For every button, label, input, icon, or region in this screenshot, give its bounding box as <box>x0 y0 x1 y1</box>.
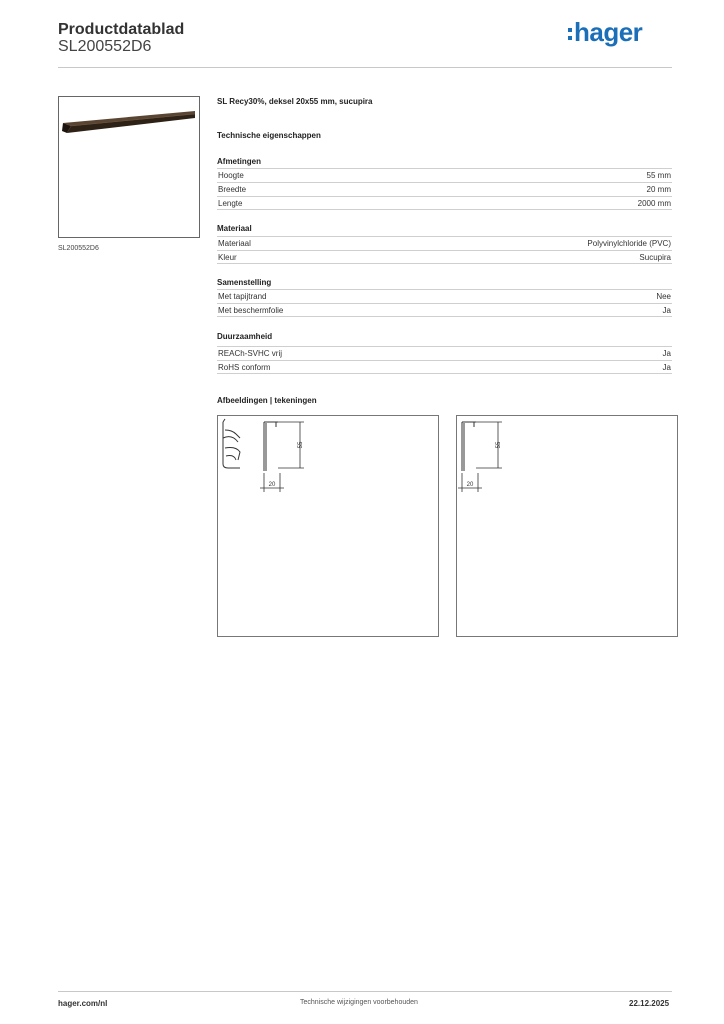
drawing-frame-2 <box>456 415 678 637</box>
cable-duct-cover-image <box>59 97 199 237</box>
spec-row <box>217 168 672 182</box>
footer-date: 22.12.2025 <box>629 999 670 1008</box>
spec-label: Lengte <box>218 199 243 208</box>
technical-drawing-2 <box>457 416 677 636</box>
logo-dots-icon <box>568 28 572 40</box>
height-dim-label: 55 <box>298 441 304 449</box>
spec-label: Hoogte <box>218 171 244 180</box>
spec-value: Polyvinylchloride (PVC) <box>587 239 671 248</box>
spec-value: Nee <box>656 292 671 301</box>
hager-logo <box>568 18 642 46</box>
width-dim-label: 20 <box>268 482 276 488</box>
header-divider <box>58 67 672 68</box>
section-title-dimensions: Afmetingen <box>217 157 261 166</box>
section-title-material: Materiaal <box>217 224 252 233</box>
product-image <box>58 96 200 238</box>
page-title: Productdatablad <box>58 21 185 38</box>
logo-wordmark: hager <box>574 17 643 47</box>
height-dim-label: 55 <box>496 441 502 449</box>
spec-value: Ja <box>662 349 671 358</box>
spec-row <box>217 346 672 360</box>
spec-label: Materiaal <box>218 239 251 248</box>
article-number: SL200552D6 <box>58 38 152 55</box>
spec-label: REACh-SVHC vrij <box>218 349 283 358</box>
footer-website-link[interactable]: hager.com/nl <box>58 999 108 1008</box>
width-dim-label: 20 <box>466 482 474 488</box>
spec-row <box>217 360 672 374</box>
drawings-heading: Afbeeldingen | tekeningen <box>217 396 317 405</box>
spec-value: 55 mm <box>646 171 671 180</box>
spec-row <box>217 196 672 210</box>
section-title-sustainability: Duurzaamheid <box>217 332 273 341</box>
spec-row <box>217 182 672 196</box>
technical-drawing-1 <box>218 416 438 636</box>
spec-row <box>217 289 672 303</box>
spec-label: RoHS conform <box>218 363 271 372</box>
footer-divider <box>58 991 672 992</box>
spec-value: 2000 mm <box>637 199 671 208</box>
spec-label: Kleur <box>218 253 237 262</box>
spec-value: Ja <box>662 306 671 315</box>
specs-heading: Technische eigenschappen <box>217 131 321 140</box>
spec-label: Met tapijtrand <box>218 292 267 301</box>
spec-value: Sucupira <box>639 253 671 262</box>
spec-label: Breedte <box>218 185 247 194</box>
spec-value: 20 mm <box>646 185 671 194</box>
section-title-composition: Samenstelling <box>217 278 272 287</box>
footer-notice: Technische wijzigingen voorbehouden <box>300 999 418 1006</box>
product-title: SL Recy30%, deksel 20x55 mm, sucupira <box>217 97 373 106</box>
drawing-frame-1 <box>217 415 439 637</box>
spec-row <box>217 250 672 264</box>
spec-value: Ja <box>662 363 671 372</box>
product-image-caption: SL200552D6 <box>58 245 99 252</box>
spec-row <box>217 236 672 250</box>
spec-label: Met beschermfolie <box>218 306 284 315</box>
spec-row <box>217 303 672 317</box>
